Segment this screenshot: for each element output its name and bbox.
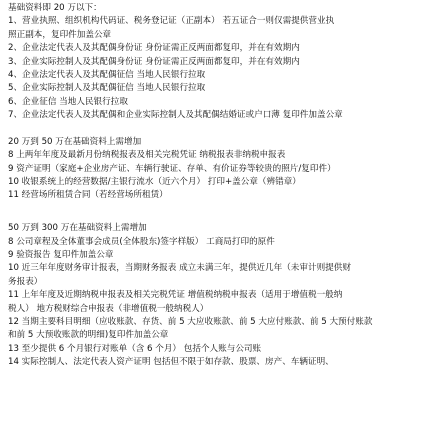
list-item-3: 3、企业实际控制人及其配偶身份证 身份证需正反两面都复印，并在有效期内 (8, 56, 300, 67)
list-item-4: 4、企业法定代表人及其配偶征信 当地人民银行拉取 (8, 69, 206, 80)
list-item-5: 5、企业实际控制人及其配偶征信 当地人民银行拉取 (8, 83, 206, 94)
list-item-12b: 12 当期主要科目明细（应收账款、存货、前 5 大应收账款、前 5 大应付账款、前 5 大预付账款 (8, 316, 373, 327)
list-item-12b-cont: 和前 5 大预收账款的明细)复印件加盖公章 (8, 330, 169, 341)
list-item-14b: 14 实际控制人、法定代表人资产证明 包括但不限于如存款、股票、房产、车辆证明、 (8, 357, 334, 368)
list-item-2: 2、企业法定代表人及其配偶身份证 身份证需正反两面都复印，并在有效期内 (8, 43, 300, 54)
section-heading-50-300: 50 万到 300 万在基础资料上需增加 (8, 223, 147, 234)
list-item-10b-cont: 务报表） (8, 276, 43, 287)
list-item-9a: 9 资产证明（家庭+企业房产证、车辆行驶证、存单、有价证券等较贵的照片/复印件） (8, 163, 336, 174)
list-item-11a: 11 经营场所租赁合同（若经营场所租赁） (8, 190, 168, 201)
list-item-11b: 11 上年年度及近期纳税申报表及相关完税凭证 增值税纳税申报表（适用于增值税一般纳 (8, 290, 343, 301)
section-heading-20-50: 20 万到 50 万在基础资料上需增加 (8, 136, 142, 147)
blank-line (8, 203, 438, 216)
blank-line (8, 123, 438, 136)
list-item-9b: 9 验资报告 复印件加盖公章 (8, 250, 114, 261)
list-item-8b: 8 公司章程及全体董事会成员(全体股东)签字样版） 工商局打印的原件 (8, 236, 275, 247)
list-item-10b: 10 近三年年度财务审计报表，当期财务报表 成立未满三年，提供近几年（未审计则提供财 (8, 263, 351, 274)
list-item-6: 6、企业征信 当地人民银行拉取 (8, 96, 128, 107)
list-item-10a: 10 收银系统上的经营数据/主银行流水（近六个月） 打印+盖公章（辨错章） (8, 177, 301, 188)
section-heading-basic: 基础资料即 20 万以下： (8, 3, 102, 13)
list-item-13b: 13 至少提供 6 个月银行对账单（含 6 个月） 包括个人账与公司账 (8, 343, 262, 354)
list-item-8a: 8 上两年年度及最新月份纳税报表及相关完税凭证 纳税报表非纳税申报表 (8, 150, 286, 161)
list-item-7: 7、企业法定代表人及其配偶和企业实际控制人及其配偶结婚证或户口薄 复印件加盖公章 (8, 110, 343, 121)
list-item-11b-cont: 税人） 地方税财综合申报表（非增值税一般纳税人） (8, 303, 209, 314)
list-item-1: 1、营业执照、组织机构代码证、税务登记证（正副本） 若五证合一则仅需提供营业执 (8, 16, 335, 27)
list-item-1-cont: 照正副本，复印件加盖公章 (8, 29, 112, 40)
